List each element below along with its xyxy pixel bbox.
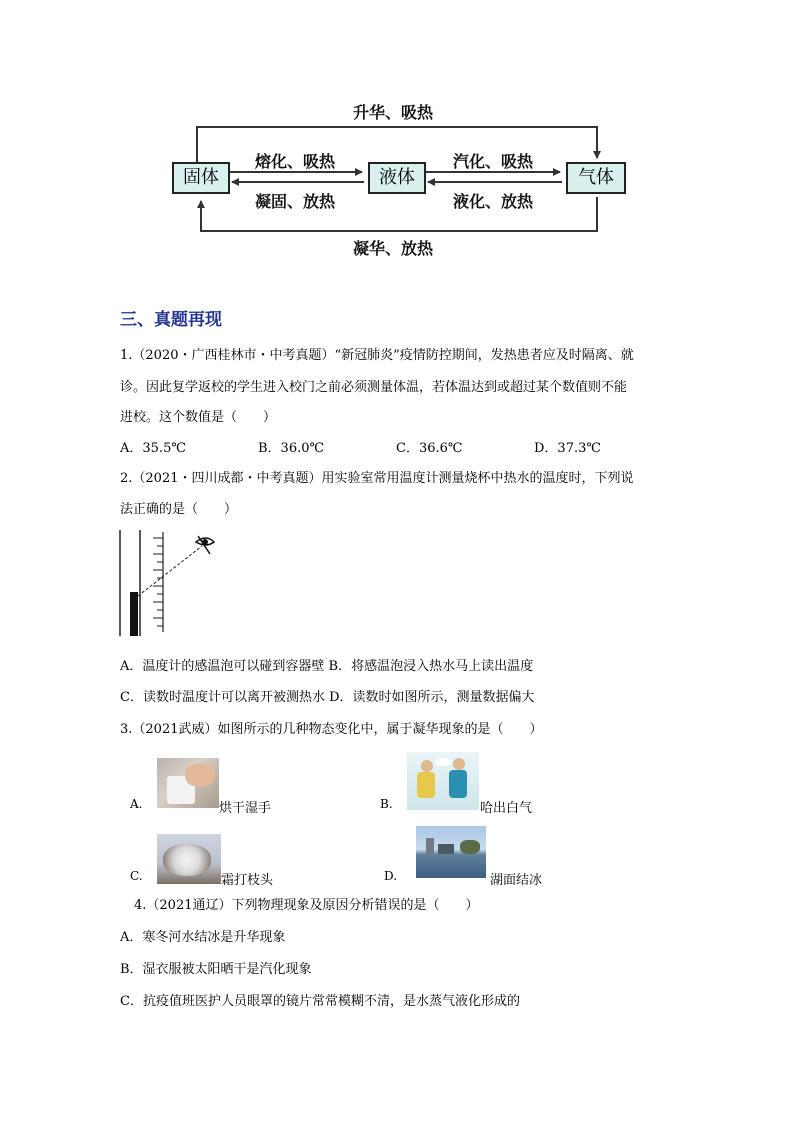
q3-option-a-caption: 烘干湿手 (219, 801, 272, 816)
q1-option-d: D．37.3℃ (534, 441, 601, 456)
q2-options-row-1: A．温度计的感温泡可以碰到容器壁 B．将感温泡浸入热水马上读出温度 (120, 659, 534, 674)
q2-options-row-2: C．读数时温度计可以离开被测热水 D．读数时如图所示，测量数据偏大 (120, 690, 535, 705)
frost-branches-image (157, 834, 221, 884)
hand-dryer-image (157, 758, 219, 808)
sublimation-label: 升华、吸热 (353, 103, 434, 122)
q1-option-b: B．36.0℃ (258, 441, 325, 456)
melting-label: 熔化、吸热 (255, 152, 336, 171)
gas-box: 气体 (566, 162, 626, 194)
q3-option-b-caption: 哈出白气 (480, 801, 533, 816)
q1-option-c: C．36.6℃ (396, 441, 463, 456)
q3-option-a-letter: A. (130, 797, 143, 811)
q1-line-3: 进校。这个数值是（ ） (120, 410, 277, 425)
vaporization-label: 汽化、吸热 (453, 152, 534, 171)
breath-fog-image (407, 752, 479, 810)
eye-icon (196, 536, 214, 554)
q3-option-d-caption: 湖面结冰 (490, 873, 543, 888)
q4-option-b: B．湿衣服被太阳晒干是汽化现象 (120, 962, 312, 977)
solidification-label: 凝固、放热 (255, 192, 336, 211)
q2-line-1: 2.（2021・四川成都・中考真题）用实验室常用温度计测量烧杯中热水的温度时，下列说 (120, 471, 634, 486)
q1-option-a: A．35.5℃ (120, 441, 186, 456)
q3-stem: 3.（2021武威）如图所示的几种物态变化中，属于凝华现象的是（ ） (120, 722, 543, 737)
q4-option-c: C．抗疫值班医护人员眼罩的镜片常常模糊不清，是水蒸气液化形成的 (120, 994, 520, 1009)
solid-box: 固体 (172, 162, 230, 194)
q3-option-c-caption: 霜打枝头 (221, 873, 274, 888)
liquefaction-label: 液化、放热 (453, 192, 534, 211)
q4-stem: 4.（2021通辽）下列物理现象及原因分析错误的是（ ） (134, 898, 479, 913)
deposition-label: 凝华、放热 (353, 239, 434, 258)
liquid-box: 液体 (368, 162, 426, 194)
diagram-arrows (0, 0, 794, 270)
q3-option-b-letter: B. (380, 797, 393, 811)
q1-line-2: 诊。因此复学返校的学生进入校门之前必须测量体温，若体温达到或超过某个数值则不能 (120, 380, 628, 395)
q1-line-1: 1.（2020・广西桂林市・中考真题）“新冠肺炎”疫情防控期间，发热患者应及时隔离、就 (120, 348, 634, 363)
q3-option-d-letter: D. (384, 869, 398, 883)
q2-line-2: 法正确的是（ ） (120, 502, 238, 517)
q3-option-c-letter: C. (130, 869, 143, 883)
frozen-lake-image (416, 826, 486, 878)
thermometer-figure (112, 528, 222, 640)
q4-option-a: A．寒冬河水结冰是升华现象 (120, 930, 286, 945)
section-title: 三、真题再现 (120, 310, 222, 330)
